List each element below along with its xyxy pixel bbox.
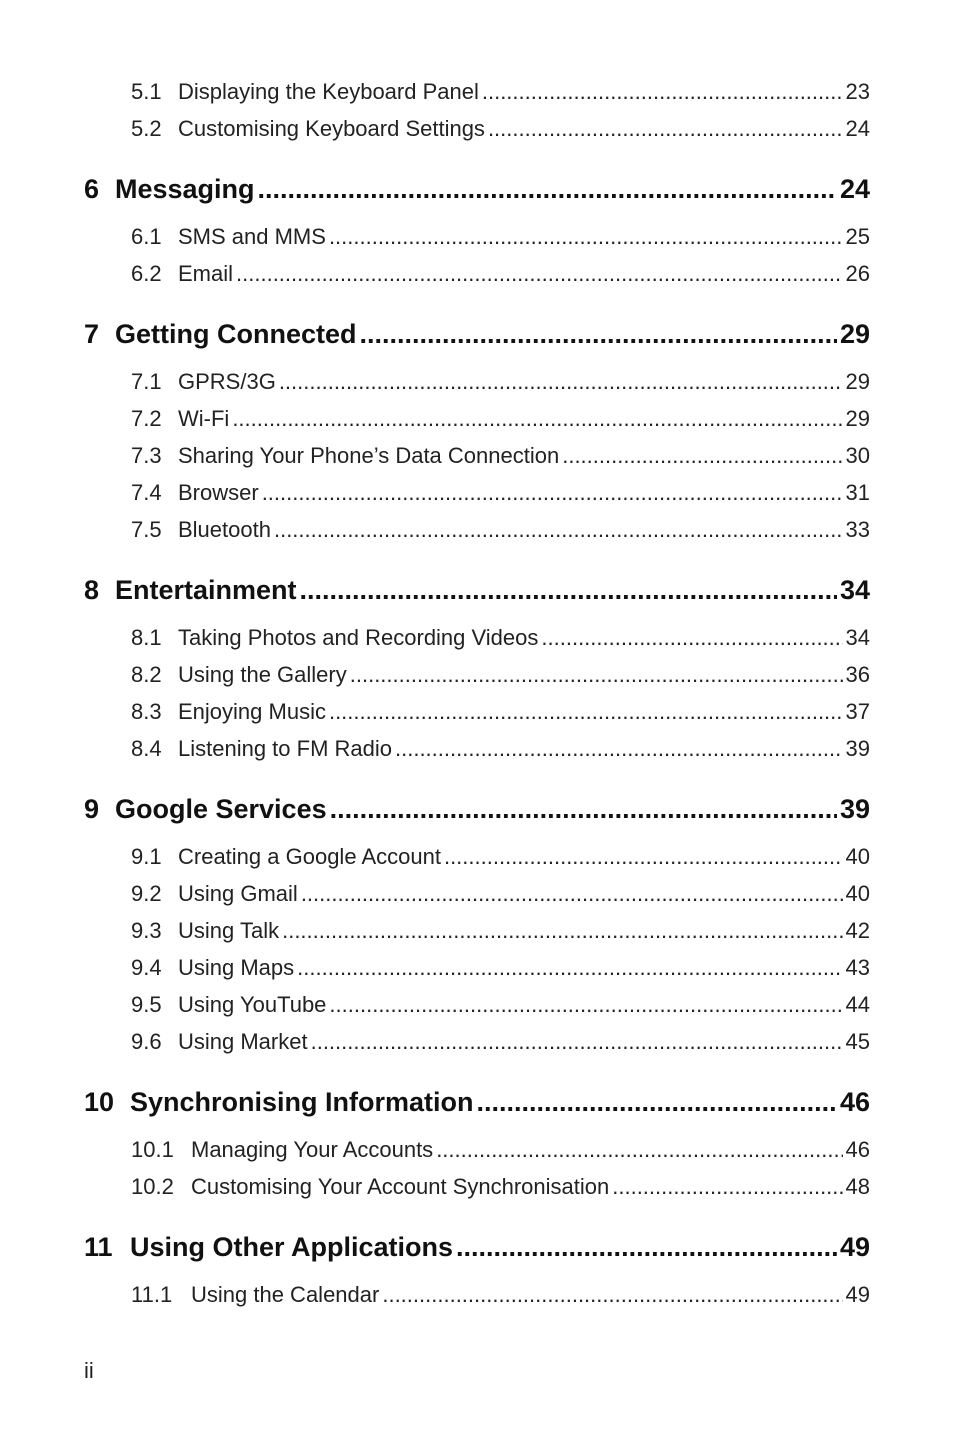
entry-title: Using Market xyxy=(178,1029,308,1054)
toc-entry[interactable] xyxy=(131,1137,870,1163)
dot-leader xyxy=(329,699,843,725)
entry-title: Using Talk xyxy=(178,918,280,943)
dot-leader xyxy=(395,736,843,762)
entry-number: 10.1 xyxy=(131,1137,174,1162)
entry-page: 40 xyxy=(845,881,870,906)
toc-entry[interactable] xyxy=(131,1029,870,1055)
dot-leader xyxy=(274,517,843,543)
dot-leader xyxy=(456,1232,837,1263)
entry-page: 30 xyxy=(845,443,870,468)
entry-number: 6.2 xyxy=(131,261,162,286)
toc-entry[interactable] xyxy=(131,79,870,105)
entry-title: Enjoying Music xyxy=(178,699,326,724)
page-number: ii xyxy=(84,1358,94,1383)
chapter-number: 9 xyxy=(84,794,100,824)
entry-number: 9.3 xyxy=(131,918,162,943)
entry-page: 34 xyxy=(845,625,870,650)
chapter-number: 6 xyxy=(84,174,100,204)
toc-entry[interactable] xyxy=(131,992,870,1018)
dot-leader xyxy=(382,1282,842,1308)
toc-entry[interactable] xyxy=(131,699,870,725)
dot-leader xyxy=(258,174,837,205)
dot-leader xyxy=(300,575,837,606)
entry-title: GPRS/3G xyxy=(178,369,276,394)
dot-leader xyxy=(541,625,842,651)
entry-page: 24 xyxy=(845,116,870,141)
entry-number: 7.4 xyxy=(131,480,162,505)
dot-leader xyxy=(262,480,843,506)
entry-page: 29 xyxy=(845,369,870,394)
toc-entry[interactable] xyxy=(131,662,870,688)
entry-number: 8.2 xyxy=(131,662,162,687)
entry-page: 48 xyxy=(845,1174,870,1199)
entry-title: Using YouTube xyxy=(178,992,327,1017)
chapter-title: Getting Connected xyxy=(115,319,357,349)
toc-entry[interactable] xyxy=(131,406,870,432)
entry-number: 6.1 xyxy=(131,224,162,249)
entry-title: Managing Your Accounts xyxy=(191,1137,434,1162)
chapter-page: 24 xyxy=(839,174,870,204)
toc-entry[interactable] xyxy=(131,224,870,250)
entry-number: 8.3 xyxy=(131,699,162,724)
chapter-page: 29 xyxy=(839,319,870,349)
toc-entry[interactable] xyxy=(131,261,870,287)
toc-chapter[interactable] xyxy=(84,1087,870,1118)
chapter-page: 49 xyxy=(839,1232,870,1262)
entry-number: 9.6 xyxy=(131,1029,162,1054)
entry-title: Wi-Fi xyxy=(178,406,230,431)
toc-entry[interactable] xyxy=(131,517,870,543)
toc-chapter[interactable] xyxy=(84,794,870,825)
chapter-page: 34 xyxy=(839,575,870,605)
entry-number: 10.2 xyxy=(131,1174,174,1199)
entry-page: 37 xyxy=(845,699,870,724)
entry-page: 33 xyxy=(845,517,870,542)
toc-chapter[interactable] xyxy=(84,174,870,205)
entry-page: 46 xyxy=(845,1137,870,1162)
entry-title: SMS and MMS xyxy=(178,224,326,249)
chapter-title: Google Services xyxy=(115,794,327,824)
entry-title: Displaying the Keyboard Panel xyxy=(178,79,479,104)
entry-page: 40 xyxy=(845,844,870,869)
entry-title: Taking Photos and Recording Videos xyxy=(178,625,539,650)
toc-chapter[interactable] xyxy=(84,1232,870,1263)
entry-title: Creating a Google Account xyxy=(178,844,441,869)
dot-leader xyxy=(279,369,843,395)
entry-number: 5.1 xyxy=(131,79,162,104)
toc-entry[interactable] xyxy=(131,443,870,469)
chapter-title: Entertainment xyxy=(115,575,297,605)
entry-title: Using Maps xyxy=(178,955,295,980)
entry-page: 45 xyxy=(845,1029,870,1054)
dot-leader xyxy=(330,794,837,825)
dot-leader xyxy=(562,443,842,469)
entry-number: 7.3 xyxy=(131,443,162,468)
entry-number: 7.1 xyxy=(131,369,162,394)
entry-page: 43 xyxy=(845,955,870,980)
dot-leader xyxy=(311,1029,843,1055)
chapter-number: 11 xyxy=(84,1232,113,1262)
entry-number: 9.2 xyxy=(131,881,162,906)
toc-entry[interactable] xyxy=(131,736,870,762)
toc-entry[interactable] xyxy=(131,369,870,395)
entry-number: 8.1 xyxy=(131,625,162,650)
toc-entry[interactable] xyxy=(131,116,870,142)
entry-page: 25 xyxy=(845,224,870,249)
entry-page: 29 xyxy=(845,406,870,431)
entry-title: Sharing Your Phone’s Data Connection xyxy=(178,443,560,468)
entry-page: 49 xyxy=(845,1282,870,1307)
dot-leader xyxy=(482,79,843,105)
entry-title: Using the Gallery xyxy=(178,662,347,687)
entry-number: 7.2 xyxy=(131,406,162,431)
toc-chapter[interactable] xyxy=(84,575,870,606)
entry-title: Email xyxy=(178,261,234,286)
chapter-title: Synchronising Information xyxy=(130,1087,474,1117)
entry-page: 39 xyxy=(845,736,870,761)
dot-leader xyxy=(232,406,842,432)
dot-leader xyxy=(360,319,837,350)
entry-title: Listening to FM Radio xyxy=(178,736,392,761)
chapter-page: 46 xyxy=(839,1087,870,1117)
dot-leader xyxy=(297,955,842,981)
dot-leader xyxy=(488,116,843,142)
toc-entry[interactable] xyxy=(131,1174,870,1200)
entry-number: 9.1 xyxy=(131,844,162,869)
toc-entry[interactable] xyxy=(131,1282,870,1308)
entry-number: 7.5 xyxy=(131,517,162,542)
entry-number: 5.2 xyxy=(131,116,162,141)
entry-page: 42 xyxy=(845,918,870,943)
entry-page: 31 xyxy=(845,480,870,505)
toc-entry[interactable] xyxy=(131,881,870,907)
entry-page: 23 xyxy=(845,79,870,104)
entry-page: 36 xyxy=(845,662,870,687)
dot-leader xyxy=(612,1174,842,1200)
chapter-title: Messaging xyxy=(115,174,255,204)
entry-page: 26 xyxy=(845,261,870,286)
toc-entry[interactable] xyxy=(131,625,870,651)
chapter-number: 7 xyxy=(84,319,100,349)
dot-leader xyxy=(436,1137,842,1163)
dot-leader xyxy=(329,992,842,1018)
dot-leader xyxy=(301,881,843,907)
toc-entry[interactable] xyxy=(131,918,870,944)
entry-page: 44 xyxy=(845,992,870,1017)
chapter-page: 39 xyxy=(839,794,870,824)
chapter-number: 10 xyxy=(84,1087,115,1117)
entry-title: Using the Calendar xyxy=(191,1282,380,1307)
entry-number: 8.4 xyxy=(131,736,162,761)
dot-leader xyxy=(350,662,843,688)
entry-number: 9.5 xyxy=(131,992,162,1017)
dot-leader xyxy=(329,224,843,250)
entry-number: 9.4 xyxy=(131,955,162,980)
entry-number: 11.1 xyxy=(131,1282,173,1307)
dot-leader xyxy=(444,844,843,870)
dot-leader xyxy=(282,918,842,944)
entry-title: Customising Your Account Synchronisation xyxy=(191,1174,610,1199)
toc-entry[interactable] xyxy=(131,844,870,870)
dot-leader xyxy=(236,261,843,287)
chapter-number: 8 xyxy=(84,575,100,605)
entry-title: Bluetooth xyxy=(178,517,271,542)
entry-title: Customising Keyboard Settings xyxy=(178,116,485,141)
dot-leader xyxy=(477,1087,837,1118)
toc-chapter[interactable] xyxy=(84,319,870,350)
entry-title: Using Gmail xyxy=(178,881,298,906)
chapter-title: Using Other Applications xyxy=(130,1232,454,1262)
entry-title: Browser xyxy=(178,480,259,505)
toc-entry[interactable] xyxy=(131,955,870,981)
toc-entry[interactable] xyxy=(131,480,870,506)
